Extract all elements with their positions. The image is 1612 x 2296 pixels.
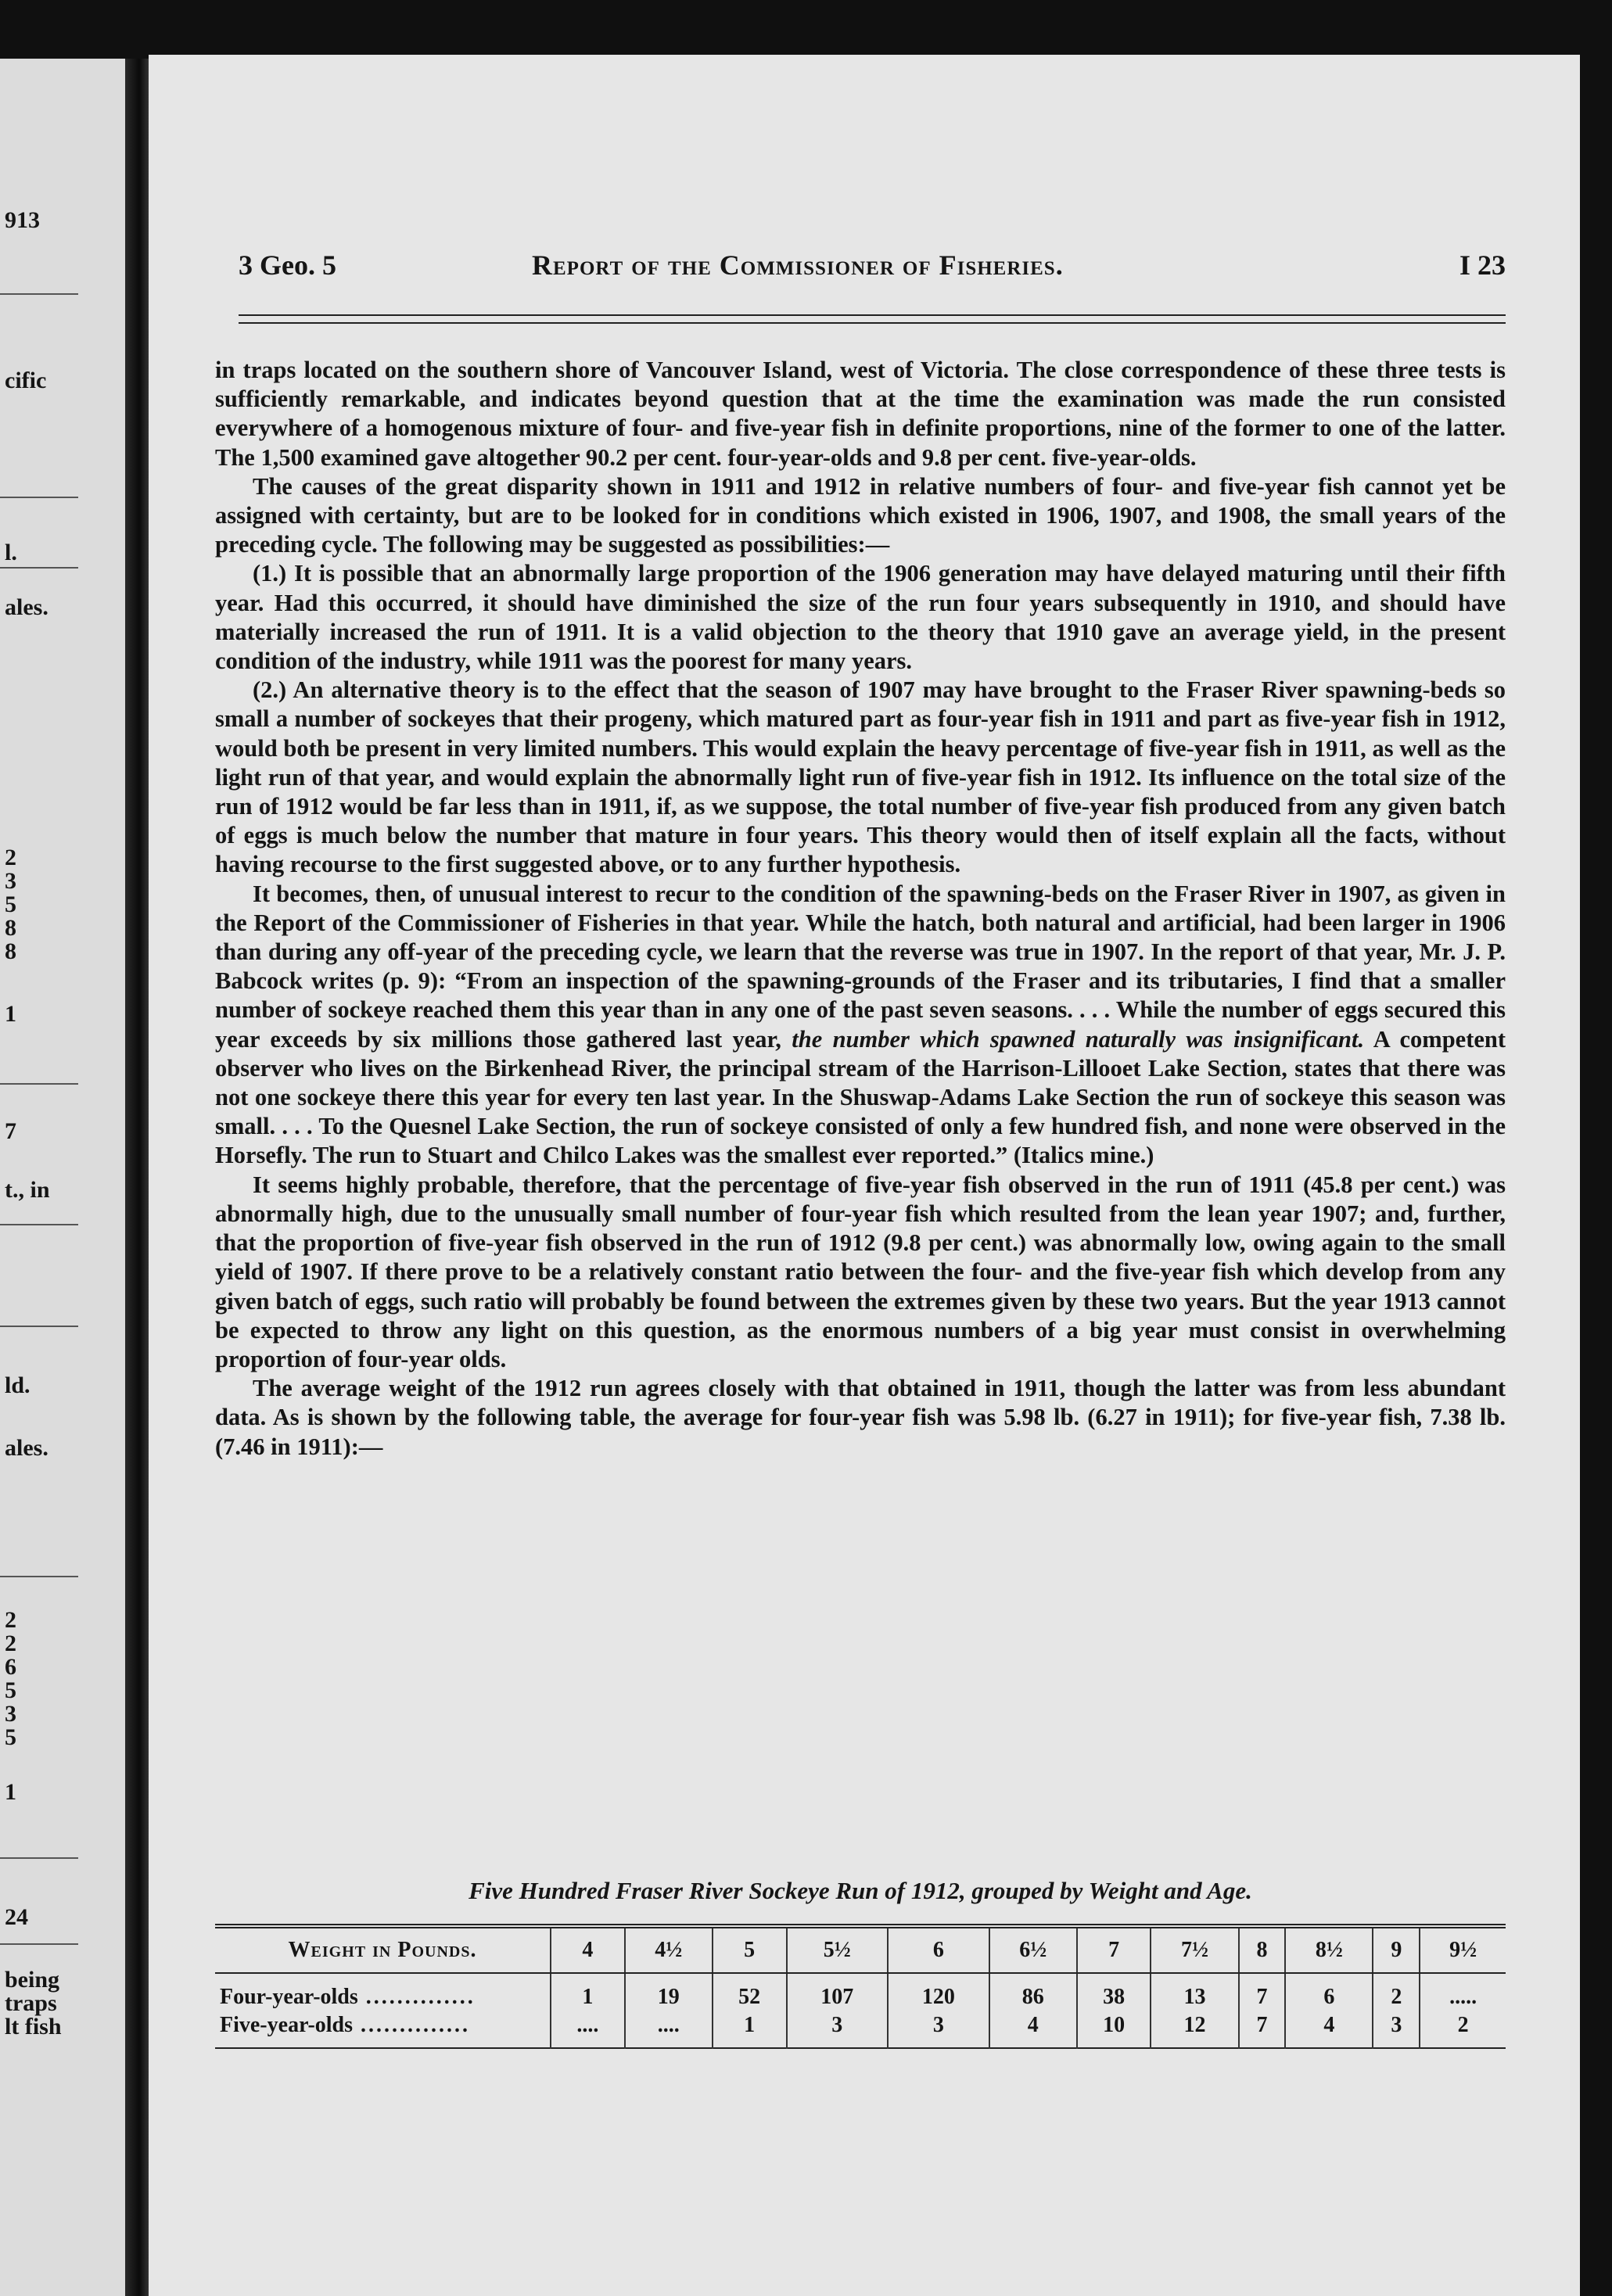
facing-page-text: 2 — [5, 1607, 16, 1633]
facing-page-text: 5 — [5, 1724, 16, 1750]
paragraph: It seems highly probable, therefore, that the percentage of five-year fish observed in the run of 1911 (45.8 per cent.) was abnormally high, due to the unusually small number of four-year fish which resulted from the lean year 1907; and, further, that the proportion of five-year fish observed in the run of 1912 (9.8 per cent.) was abnormally low, owing again to the small yield of 1907. If there prove to be a relatively constant ratio between the four- and the five-year fish which develop from any given batch of eggs, such ratio will probably be found between the extremes given by these two years. But the year 1913 cannot be expected to throw any light on this question, as the enormous numbers of a big year must consist in overwhelming proportion of four-year olds. — [215, 1171, 1506, 1372]
weight-column-header: 4 — [551, 1926, 625, 1973]
table-header-row — [215, 1926, 1506, 1973]
weight-column-header: 6 — [888, 1926, 989, 1973]
weight-column-header: 4½ — [625, 1926, 713, 1973]
body-text — [215, 356, 1506, 1462]
table-cell: 4 — [1285, 2011, 1373, 2048]
weight-column-header: 7½ — [1151, 1926, 1238, 1973]
facing-page-text: 5 — [5, 1677, 16, 1703]
weight-column-header: 8½ — [1285, 1926, 1373, 1973]
table-cell: .... — [551, 2011, 625, 2048]
header-report-title: Report of the Commissioner of Fisheries. — [532, 249, 1064, 281]
table-cell: 120 — [888, 1973, 989, 2011]
table-cell: 3 — [787, 2011, 889, 2048]
paragraph: (2.) An alternative theory is to the effect that the season of 1907 may have brought to the Fraser River spawning-beds so small a number of sockeyes that their progeny, which matured part as four-year fish in 1911 and part as five-year fish in 1912, would both be present in very limited numbers. This would explain the heavy percentage of five-year fish in 1911, as well as the light run of that year, and would explain the abnormally light run of five-year fish in 1912. Its influence on the total size of the run of 1912 would be far less than in 1911, if, as we suppose, the total number of five-year fish produced from any given batch of eggs is much below the number that mature in four years. This theory would then of itself explain all the facts, without having recourse to the first suggested above, or to any further hypothesis. — [215, 676, 1506, 878]
facing-page-rule — [0, 567, 78, 569]
row-label — [215, 1973, 551, 2011]
table-cell: 52 — [713, 1973, 787, 2011]
table-cell: 1 — [713, 2011, 787, 2048]
facing-page-rule — [0, 497, 78, 498]
table-cell: 3 — [1373, 2011, 1420, 2048]
paragraph: The causes of the great disparity shown in 1911 and 1912 in relative numbers of four- and five-year fish cannot yet be assigned with certainty, but are to be looked for in conditions which existed in 1906, 1907, and 1908, the small years of the preceding cycle. The following may be suggested as possibilities:— — [215, 472, 1506, 558]
italic-text: the number which spawned naturally was insignificant. — [792, 1025, 1365, 1053]
facing-page-text: 3 — [5, 1701, 16, 1727]
table-cell: 10 — [1077, 2011, 1151, 2048]
facing-page-rule — [0, 1576, 78, 1577]
facing-page-text: 1 — [5, 1001, 16, 1027]
table-cell: 7 — [1239, 1973, 1286, 2011]
weight-column-header: 9 — [1373, 1926, 1420, 1973]
weight-column-header: 6½ — [989, 1926, 1077, 1973]
facing-page-text: 5 — [5, 891, 16, 917]
facing-page-text: 1 — [5, 1779, 16, 1805]
facing-page-text: 24 — [5, 1904, 28, 1930]
row-label — [215, 2011, 551, 2048]
book-spine — [125, 59, 149, 2296]
table-cell: 4 — [989, 2011, 1077, 2048]
table-cell: 13 — [1151, 1973, 1238, 2011]
facing-page-text: lt fish — [5, 2014, 62, 2039]
table-cell: 107 — [787, 1973, 889, 2011]
table-cell: 12 — [1151, 2011, 1238, 2048]
weight-column-header: 5 — [713, 1926, 787, 1973]
facing-page-fragment — [0, 59, 125, 2296]
facing-page-rule — [0, 293, 78, 295]
facing-page-text: ales. — [5, 594, 48, 620]
table-cell: 19 — [625, 1973, 713, 2011]
table-cell: 3 — [888, 2011, 989, 2048]
page — [149, 55, 1580, 2296]
facing-page-text: 8 — [5, 915, 16, 941]
header-page-number: I 23 — [1459, 249, 1506, 281]
weight-age-table — [215, 1924, 1506, 2049]
facing-page-text: ld. — [5, 1372, 31, 1398]
facing-page-rule — [0, 1857, 78, 1859]
facing-page-text: 2 — [5, 1631, 16, 1656]
paragraph: in traps located on the southern shore of Vancouver Island, west of Victoria. The close correspondence of these three tests is sufficiently remarkable, and indicates beyond question that at the time the examination was made the run consisted everywhere of a homogenous mixture of four- and five-year fish in definite proportions, nine of the former to one of the latter. The 1,500 examined gave altogether 90.2 per cent. four-year-olds and 9.8 per cent. five-year-olds. — [215, 357, 1506, 471]
row-label-text: Five-year-olds — [220, 2013, 354, 2037]
facing-page-text: 2 — [5, 845, 16, 870]
facing-page-text: 6 — [5, 1654, 16, 1680]
facing-page-rule — [0, 1083, 78, 1085]
facing-page-text: l. — [5, 540, 17, 565]
leader-dots: .............. — [353, 2013, 471, 2037]
facing-page-text: ales. — [5, 1435, 48, 1461]
row-label-text: Four-year-olds — [220, 1985, 358, 2009]
table-cell: 2 — [1420, 2011, 1506, 2048]
facing-page-text: 3 — [5, 868, 16, 894]
facing-page-text: cific — [5, 368, 47, 393]
table-cell: 6 — [1285, 1973, 1373, 2011]
table-cell: .... — [625, 2011, 713, 2048]
text: It becomes, then, of unusual interest to recur to the condition of the spawning-beds on the Fraser River in 1907, as given in the Report of the Commissioner of Fisheries in that year. While the hatch, both natural and artificial, had been larger in 1906 than during any off-year of the preceding cycle, we learn that the reverse was true in 1907. In the report of that year, Mr. J. P. Babcock writes (p. 9): “From an inspection of the spawning-grounds of the Fraser and its tributaries, I find that a smaller number of sockeye reached them this year than in any one of the past seven seasons. . . . While the number of eggs secured this year exceeds by six millions those gathered last year, — [215, 880, 1506, 1053]
table-cell: 86 — [989, 1973, 1077, 2011]
facing-page-rule — [0, 1943, 78, 1945]
header-label: Weight in Pounds. — [215, 1926, 551, 1973]
header-rule — [239, 314, 1506, 324]
table-cell: 38 — [1077, 1973, 1151, 2011]
facing-page-rule — [0, 1326, 78, 1327]
table-title: Five Hundred Fraser River Sockeye Run of 1912, grouped by Weight and Age. — [469, 1877, 1252, 1904]
table-row — [215, 2011, 1506, 2048]
leader-dots: .............. — [357, 1985, 476, 2009]
facing-page-text: 913 — [5, 207, 40, 233]
paragraph: The average weight of the 1912 run agrees closely with that obtained in 1911, though the latter was from less abundant data. As is shown by the following table, the average for four-year fish was 5.98 lb. (6.27 in 1911); for five-year fish, 7.38 lb. (7.46 in 1911):— — [215, 1375, 1506, 1460]
facing-page-text: 7 — [5, 1118, 16, 1144]
table-cell: 2 — [1373, 1973, 1420, 2011]
table-cell: 7 — [1239, 2011, 1286, 2048]
facing-page-rule — [0, 1224, 78, 1225]
weight-column-header: 8 — [1239, 1926, 1286, 1973]
paragraph: (1.) It is possible that an abnormally large proportion of the 1906 generation may have delayed maturing until their fifth year. Had this occurred, it should have diminished the size of the run four years subsequently in 1910, and should have materially increased the run of 1911. It is a valid objection to the theory that 1910 gave an average yield, in the present condition of the industry, while 1911 was the poorest for many years. — [215, 560, 1506, 675]
weight-column-header: 7 — [1077, 1926, 1151, 1973]
weight-column-header: 5½ — [787, 1926, 889, 1973]
facing-page-text: t., in — [5, 1177, 50, 1203]
running-head — [239, 249, 1506, 288]
text: A competent observer who lives on the Birkenhead River, the principal stream of the Harrison-Lillooet Lake Section, states that there was not one sockeye there this year for every ten last year. In the Shuswap-Adams Lake Section the run of sockeye this season was small. . . . To the Quesnel Lake Section, the run of sockeye consisted of only a few hundred fish, and none were observed in the Horsefly. The run to Stuart and Chilco Lakes was the smallest ever reported.” (Italics mine.) — [215, 1025, 1506, 1169]
header-regnal-year: 3 Geo. 5 — [239, 249, 336, 281]
table-row — [215, 1973, 1506, 2011]
facing-page-text: traps — [5, 1990, 57, 2016]
table-cell: 1 — [551, 1973, 625, 2011]
facing-page-text: 8 — [5, 938, 16, 964]
weight-column-header: 9½ — [1420, 1926, 1506, 1973]
paragraph-quote — [215, 880, 1506, 1171]
facing-page-text: being — [5, 1967, 60, 1993]
table-cell: ..... — [1420, 1973, 1506, 2011]
